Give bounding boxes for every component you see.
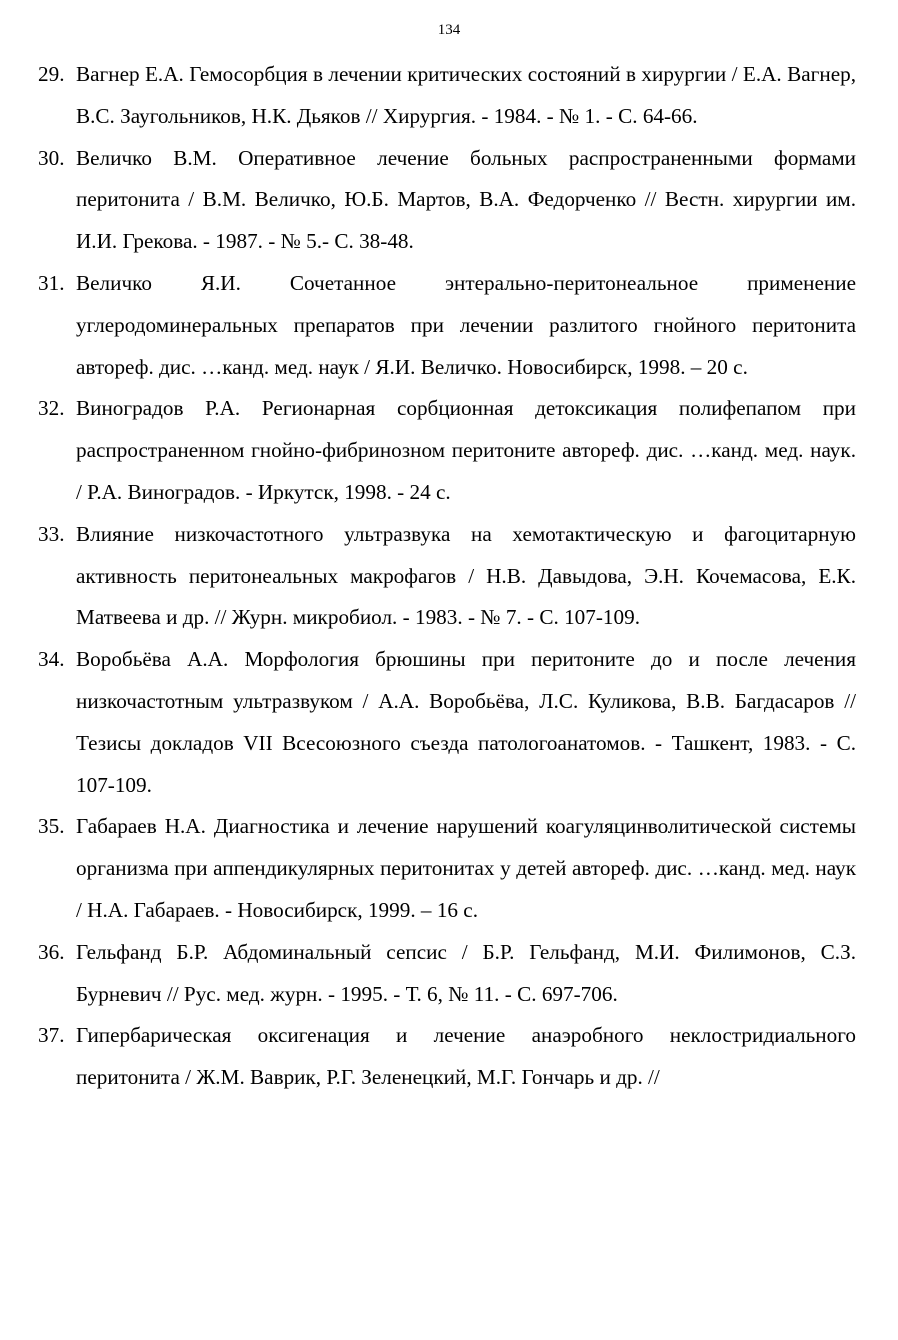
reference-text: Воробьёва А.А. Морфология брюшины при перитоните до и после лечения низкочастотным ультразвуком / А.А. Воробьёва, Л.С. Куликова, В.В. Багдасаров // Тезисы докладов VII Всесоюзного съезда патологоанатомов. - Ташкент, 1983. - С. 107-109. [76, 647, 856, 797]
reference-text: Габараев Н.А. Диагностика и лечение нарушений коагуляцинволитической системы организма при аппендикулярных перитонитах у детей автореф. дис. …канд. мед. наук / Н.А. Габараев. - Новосибирск, 1999. – 16 с. [76, 814, 856, 922]
page-number: 134 [437, 22, 461, 38]
reference-item [38, 639, 856, 806]
reference-number: 32. [38, 396, 65, 421]
reference-item [38, 806, 856, 931]
reference-number: 31. [38, 270, 65, 295]
reference-item [38, 388, 856, 513]
reference-number: 30. [38, 145, 65, 170]
reference-text: Виноградов Р.А. Регионарная сорбционная детоксикация полифепапом при распространенном гнойно-фибринозном перитоните автореф. дис. …канд. мед. наук. / Р.А. Виноградов. - Иркутск, 1998. - 24 с. [76, 396, 856, 504]
reference-text: Вагнер Е.А. Гемосорбция в лечении критических состояний в хирургии / Е.А. Вагнер, В.С. Заугольников, Н.К. Дьяков // Хирургия. - 1984. - № 1. - С. 64-66. [76, 62, 856, 128]
reference-list [38, 54, 856, 1099]
reference-text: Влияние низкочастотного ультразвука на хемотактическую и фагоцитарную активность перитонеальных макрофагов / Н.В. Давыдова, Э.Н. Кочемасова, Е.К. Матвеева и др. // Журн. микробиол. - 1983. - № 7. - С. 107-109. [76, 521, 856, 630]
reference-item [38, 54, 856, 138]
reference-item [38, 263, 856, 388]
reference-item [38, 932, 856, 1016]
reference-number: 33. [38, 521, 65, 546]
reference-item [38, 1015, 856, 1099]
reference-number: 34. [38, 647, 65, 672]
reference-item [38, 138, 856, 263]
reference-number: 35. [38, 814, 65, 839]
reference-item [38, 514, 856, 639]
reference-text: Величко Я.И. Сочетанное энтерально-перитонеальное применение углеродоминеральных препаратов при лечении разлитого гнойного перитонита автореф. дис. …канд. мед. наук / Я.И. Величко. Новосибирск, 1998. – 20 с. [76, 270, 856, 379]
reference-text: Гипербарическая оксигенация и лечение анаэробного неклостридиального перитонита / Ж.М. Ваврик, Р.Г. Зеленецкий, М.Г. Гончарь и др. // [76, 1023, 856, 1090]
reference-number: 36. [38, 939, 65, 964]
reference-text: Величко В.М. Оперативное лечение больных распространенными формами перитонита / В.М. Величко, Ю.Б. Мартов, В.А. Федорченко // Вестн. хирургии им. И.И. Грекова. - 1987. - № 5.- С. 38-48. [76, 145, 856, 254]
reference-text: Гельфанд Б.Р. Абдоминальный сепсис / Б.Р. Гельфанд, М.И. Филимонов, С.З. Бурневич // Рус. мед. журн. - 1995. - Т. 6, № 11. - С. 697-706. [76, 939, 856, 1006]
reference-number: 29. [38, 62, 65, 86]
reference-number: 37. [38, 1023, 65, 1048]
